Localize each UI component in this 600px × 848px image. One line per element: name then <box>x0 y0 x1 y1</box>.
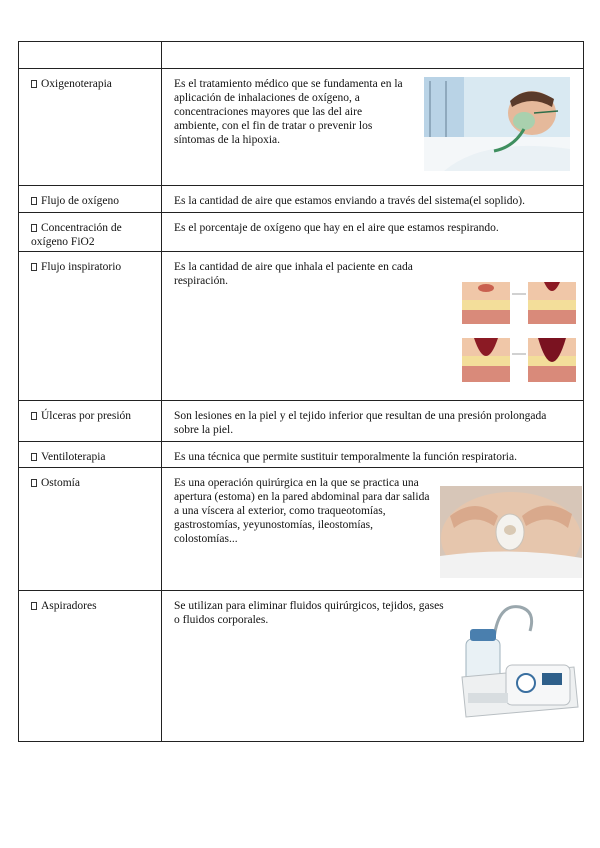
definition-text: Es una operación quirúrgica en la que se practica una apertura (estoma) en la pared abdominal para dar salida a una víscera al exterior, como traqueotomías, gastrostomías, yeyunostomías, ileostomías, colostomías... <box>174 477 430 545</box>
table-row <box>19 69 584 186</box>
definition-text: Es una técnica que permite sustituir temporalmente la función respiratoria. <box>174 451 517 463</box>
term-label: Flujo inspiratorio <box>31 260 155 274</box>
bullet-box-icon <box>31 80 37 88</box>
bullet-box-icon <box>31 263 37 271</box>
term-label: Úlceras por presión <box>31 409 155 423</box>
definition-text: Es la cantidad de aire que inhala el paciente en cada respiración. <box>174 261 413 287</box>
definition-text: Es la cantidad de aire que estamos enviando a través del sistema(el soplido). <box>174 195 525 207</box>
definition-text: Son lesiones en la piel y el tejido inferior que resultan de una presión prolongada sobre la piel. <box>174 410 547 436</box>
definition-text: Se utilizan para eliminar fluidos quirúrgicos, tejidos, gases o fluidos corporales. <box>174 600 444 626</box>
term-label: Ventiloterapia <box>31 450 155 464</box>
bullet-box-icon <box>31 412 37 420</box>
bullet-box-icon <box>31 602 37 610</box>
table-header-row <box>19 42 584 69</box>
header-definition-cell <box>162 42 583 68</box>
table-row <box>19 468 584 591</box>
patient-oxygen-mask-image <box>424 77 570 171</box>
table-row <box>19 186 584 213</box>
glossary-table <box>18 41 584 742</box>
definition-text: Es el tratamiento médico que se fundamenta en la aplicación de inhalaciones de oxígeno, a concentraciones mayores que las del aire ambiente, con el fin de tratar o prevenir los síntomas de la hipoxia. <box>174 78 403 146</box>
bullet-box-icon <box>31 453 37 461</box>
table-row <box>19 252 584 401</box>
term-label: Concentración de oxígeno FiO2 <box>31 222 122 248</box>
bullet-box-icon <box>31 197 37 205</box>
definition-text: Es el porcentaje de oxígeno que hay en el aire que estamos respirando. <box>174 222 499 234</box>
ostomy-abdomen-image <box>440 486 582 578</box>
table-row <box>19 401 584 442</box>
surgical-suction-device-image <box>454 595 582 723</box>
term-label: Aspiradores <box>31 599 155 613</box>
term-label: Oxigenoterapia <box>31 77 155 91</box>
bullet-box-icon <box>31 479 37 487</box>
term-label: Flujo de oxígeno <box>31 194 155 208</box>
header-term-cell <box>19 42 161 68</box>
pressure-ulcer-stages-image <box>460 274 580 388</box>
table-row <box>19 213 584 252</box>
bullet-box-icon <box>31 224 37 232</box>
table-row <box>19 591 584 742</box>
term-label: Ostomía <box>31 476 155 490</box>
table-row <box>19 442 584 468</box>
